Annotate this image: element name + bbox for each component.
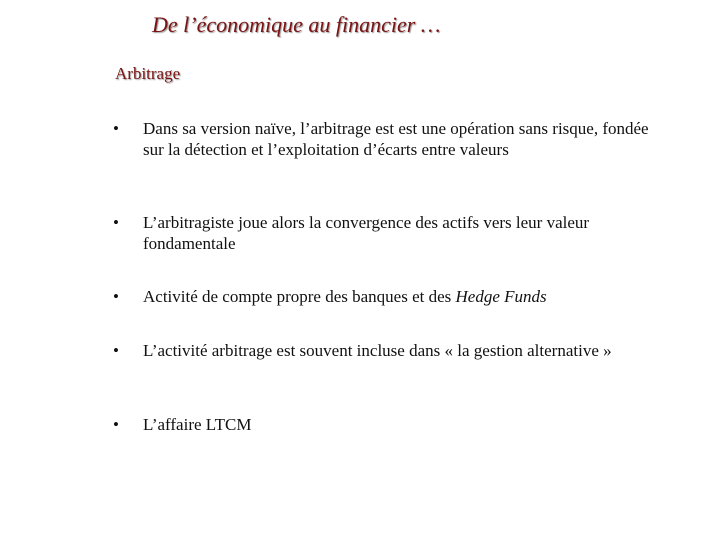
bullet-icon: • [113,415,119,434]
section-heading: Arbitrage [115,64,181,83]
bullet-text-emphasis: Hedge Funds [455,287,547,306]
bullet-icon: • [113,287,119,306]
bullet-icon: • [113,341,119,360]
bullet-icon: • [113,119,119,138]
bullet-item [113,340,653,361]
bullet-text: L’arbitragiste joue alors la convergence des actifs vers leur valeur fondamentale [143,213,590,253]
bullet-text: L’affaire LTCM [143,415,252,434]
bullet-item [113,118,653,160]
bullet-text: L’activité arbitrage est souvent incluse dans « la gestion alternative » [143,341,612,360]
bullet-text-plain: Activité de compte propre des banques et des [143,287,456,306]
bullet-item [113,414,653,435]
bullet-icon: • [113,213,119,232]
bullet-text [143,286,653,307]
bullet-item [113,212,653,254]
bullet-text: Dans sa version naïve, l’arbitrage est est une opération sans risque, fondée sur la détection et l’exploitation d’écarts entre valeurs [143,119,649,159]
bullet-item [113,286,653,307]
slide-title: De l’économique au financier … [152,12,441,37]
